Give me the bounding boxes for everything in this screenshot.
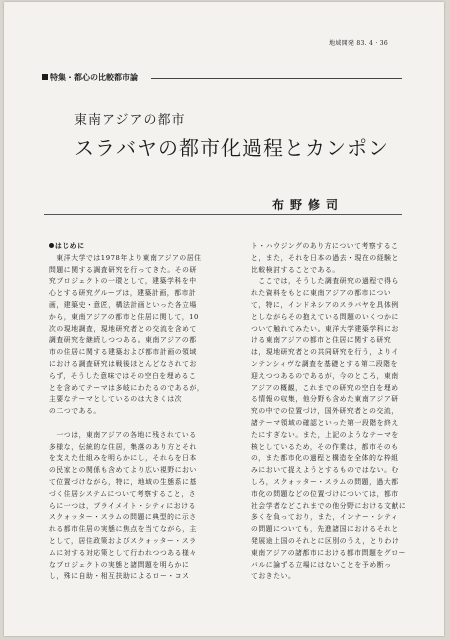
author-name: 布野修司 bbox=[272, 198, 345, 212]
text-line: は，現地研究者との共同研究を行う，よりイ bbox=[251, 348, 399, 357]
text-line: を支えた仕組みを明らかにし，それらを日本 bbox=[49, 454, 197, 463]
text-line: らに一つは，プライメイト・シティにおける bbox=[49, 501, 196, 510]
text-line: 東洋大学では1978年より東南アジアの居住 bbox=[49, 253, 202, 262]
text-line: 迎えつつあるのであるが，今のところ，東南 bbox=[251, 371, 399, 380]
text-line: れる都市住居の実態に焦点を当てながら，主 bbox=[49, 525, 197, 534]
text-line: とを含めてテーマは多岐にわたるのであるが， bbox=[49, 383, 205, 392]
text-line: 東南アジアの諸都市における都市問題をグロー bbox=[251, 548, 407, 557]
text-line: の二つである。 bbox=[49, 407, 101, 416]
text-line: における調査研究は戦後ほとんどなされてお bbox=[49, 359, 197, 368]
text-line: ておきたい。 bbox=[251, 572, 296, 581]
feature-heading-text: 特集・都心の比較都市論 bbox=[50, 72, 138, 82]
text-line: し，殊に自助・相互扶助によるロー・コス bbox=[49, 572, 190, 581]
document-page bbox=[4, 2, 444, 636]
text-line: 核としているため，その作業は，都市そのも bbox=[251, 442, 399, 451]
title-rule bbox=[44, 214, 402, 215]
text-line: なプロジェクトの実態と諸問題を明らかに bbox=[49, 560, 190, 569]
text-line: 発展途上国のそれとに区別のうえ，とりわけ bbox=[251, 536, 400, 545]
text-line bbox=[49, 418, 227, 430]
left-column-body bbox=[49, 253, 227, 583]
section-heading bbox=[49, 241, 227, 253]
text-line: 究プロジェクトの一環として，建築学科を中 bbox=[49, 277, 197, 286]
text-line: アジアの概観，これまでの研究の空白を埋め bbox=[251, 383, 399, 392]
text-line: て，特に，インドネシアのスラバヤを具体例 bbox=[251, 300, 399, 309]
text-line: 市の住居に関する建築および都市計画の領域 bbox=[49, 348, 197, 357]
text-line: 主要なテーマとしているのは大きくは次 bbox=[49, 395, 183, 404]
text-line: ンテンシィヴな調査を基礎とする第二段階を bbox=[251, 359, 399, 368]
text-line: る情報の収集，他分野も含めた東南アジア研 bbox=[251, 395, 399, 404]
text-line: として，居住政策およびスクォッター・スラ bbox=[49, 536, 197, 545]
left-column bbox=[49, 241, 227, 583]
text-line: 多様な，伝統的な住居，集落のあり方とそれ bbox=[49, 442, 197, 451]
text-line: 心とする研究グループは，建築計画，都市計 bbox=[49, 289, 197, 298]
text-line: みにおいて捉えようとするものではない。む bbox=[251, 466, 399, 475]
text-line: て位置づけながら，特に，地域の生態系に基 bbox=[49, 477, 197, 486]
text-line: 多くを負っており，また，インナー・シティ bbox=[251, 513, 399, 522]
text-line: ムに対する対応策として行われつつある様々 bbox=[49, 548, 197, 557]
right-column-body bbox=[251, 241, 429, 583]
text-line: スクォッター・スラムの問題に典型的に示さ bbox=[49, 513, 197, 522]
article-subtitle: 東南アジアの都市 bbox=[74, 113, 186, 128]
text-line: ける東南アジアの都市と住居に関する研究 bbox=[251, 336, 392, 345]
text-line: ト・ハウジングのあり方について考察するこ bbox=[251, 242, 399, 250]
text-line: としながらその抱えている問題のいくつかに bbox=[251, 312, 399, 321]
text-line: の民家との関係も含めてより広い視野におい bbox=[49, 466, 197, 475]
text-line: 究の中での位置づけ，国外研究者との交流， bbox=[251, 407, 399, 416]
text-line: 次の現地調査，現地研究者との交流を含めて bbox=[49, 324, 197, 333]
text-line: 諸テーマ領域の確認といった第一段階を終え bbox=[251, 418, 399, 427]
text-line: 比較検討することである。 bbox=[251, 265, 340, 274]
text-line: 問題に関する調査研究を行ってきた。その研 bbox=[49, 265, 197, 274]
section-heading-text: はじめに bbox=[55, 242, 85, 250]
text-line: づく住居システムについて考察すること，さ bbox=[49, 489, 197, 498]
text-line: 画，建築史・意匠，構法計画といった各立場 bbox=[49, 300, 197, 309]
text-line: たにすぎない。また，上記のようなテーマを bbox=[251, 430, 399, 439]
text-line: らず，そうした意味ではその空白を埋めるこ bbox=[49, 371, 197, 380]
text-line: ここでは，そうした調査研究の過程で得ら bbox=[251, 277, 399, 286]
feature-rule bbox=[151, 78, 402, 79]
text-line: と，また，それを日本の過去・現在の経験と bbox=[251, 253, 399, 262]
text-line: 社会学者などこれまでの他分野における文献に bbox=[251, 501, 407, 510]
text-line: の，また都市化の過程と構造を全体的な枠組 bbox=[251, 454, 399, 463]
text-line: の問題についても，先進諸国におけるそれと bbox=[251, 525, 399, 534]
text-line: 市化の問題などの位置づけについては，都市 bbox=[251, 489, 399, 498]
text-line: れた資料をもとに東南アジアの都市につい bbox=[251, 289, 392, 298]
article-title: スラバヤの都市化過程とカンポン bbox=[74, 136, 389, 160]
page-number: 地域開発 83. 4 · 36 bbox=[328, 40, 388, 47]
text-line: ついて触れてみたい。東洋大学建築学科にお bbox=[251, 324, 399, 333]
square-bullet-icon bbox=[42, 74, 48, 80]
bullet-icon bbox=[49, 243, 54, 248]
text-line: バルに論ずる立場にはないことを予め断っ bbox=[251, 560, 392, 569]
text-line: 一つは，東南アジアの各地に残されている bbox=[49, 430, 197, 439]
text-line: 調査研究を継続しつつある。東南アジアの都 bbox=[49, 336, 197, 345]
text-line: から，東南アジアの都市と住居に関して，10 bbox=[49, 312, 199, 321]
text-line: しろ，スクォッター・スラムの問題，過大都 bbox=[251, 477, 399, 486]
right-column bbox=[251, 241, 429, 583]
